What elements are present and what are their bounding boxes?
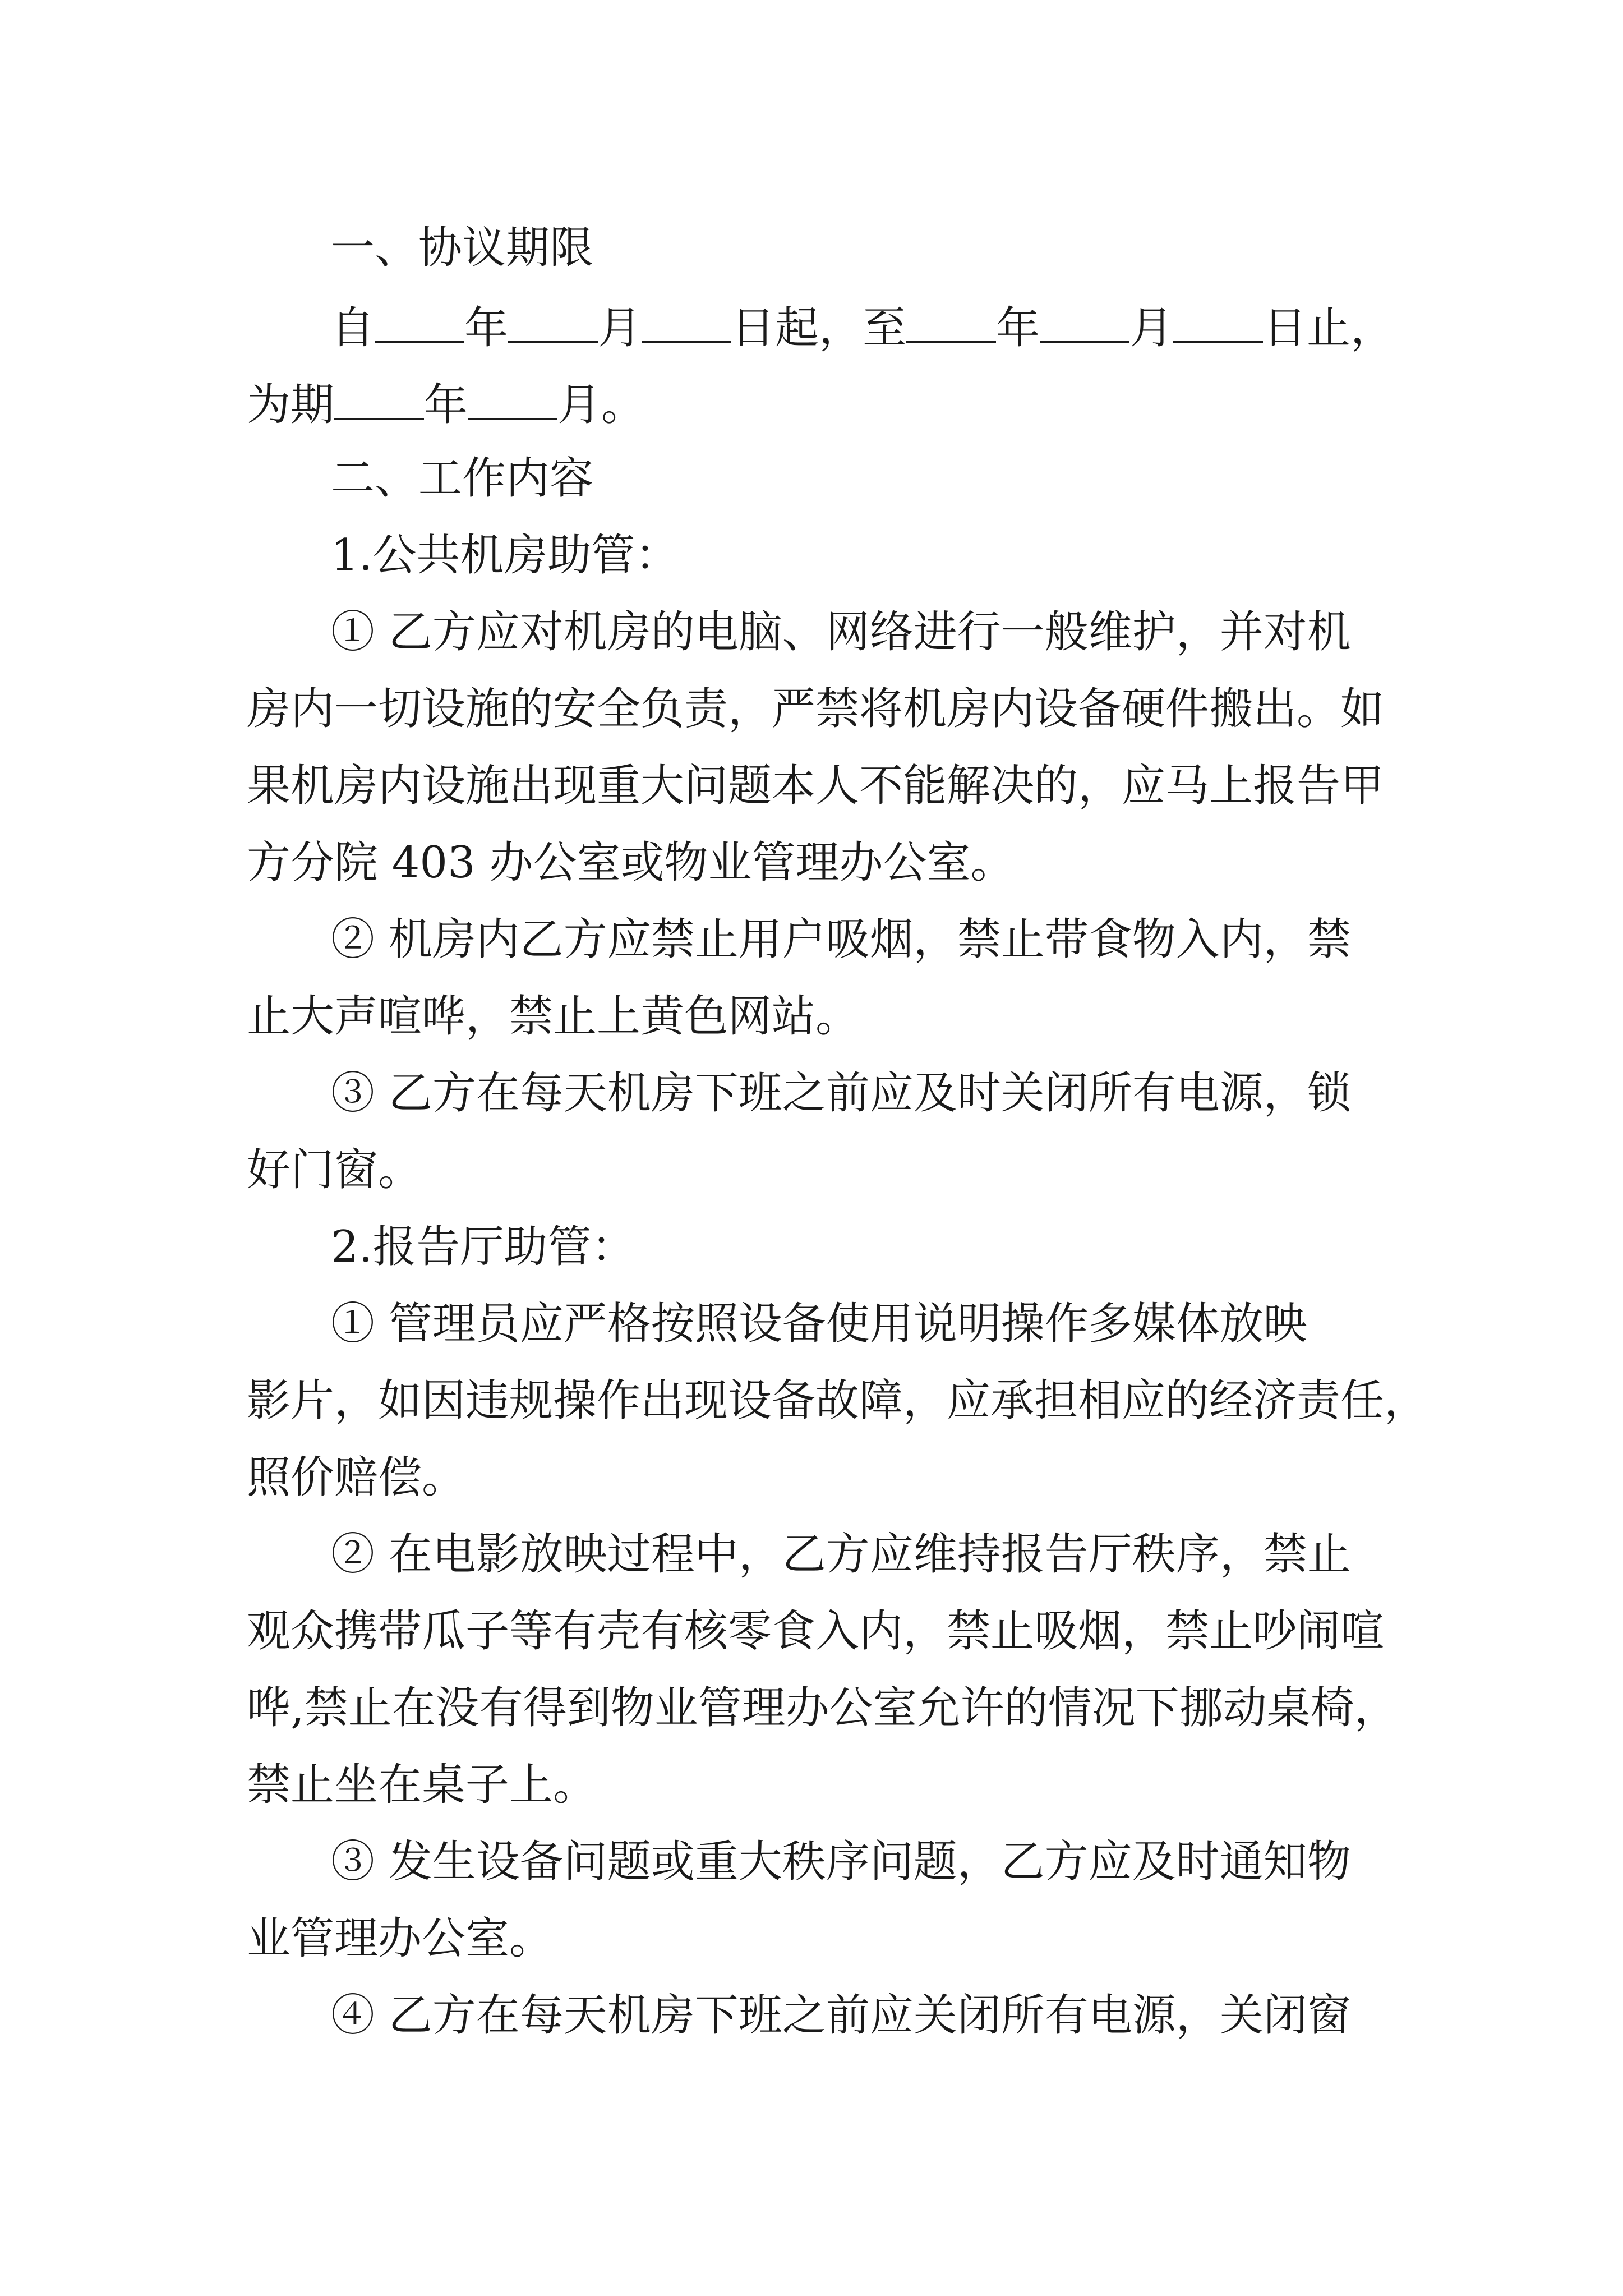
paragraph-line: ① 管理员应严格按照设备使用说明操作多媒体放映 <box>331 1299 1307 1349</box>
paragraph-line: ② 机房内乙方应禁止用户吸烟，禁止带食物入内，禁 <box>331 914 1351 965</box>
text-month-2: 月 <box>1129 303 1174 353</box>
paragraph-line: 好门窗。 <box>247 1145 422 1195</box>
paragraph-line: ② 在电影放映过程中，乙方应维持报告厅秩序，禁止 <box>331 1529 1351 1580</box>
paragraph-line: 果机房内设施出现重大问题本人不能解决的，应马上报告甲 <box>247 761 1385 811</box>
term-line-1 <box>331 303 1395 353</box>
paragraph-line: 影片，如因违规操作出现设备故障，应承担相应的经济责任， <box>247 1375 1428 1426</box>
paragraph-line: 房内一切设施的安全负责，严禁将机房内设备硬件搬出。如 <box>247 684 1385 734</box>
paragraph-line: 止大声喧哗，禁止上黄色网站。 <box>247 991 860 1042</box>
text-month-3: 月。 <box>557 380 645 430</box>
term-line-2 <box>247 380 645 430</box>
paragraph-line: ④ 乙方在每天机房下班之前应关闭所有电源，关闭窗 <box>331 1990 1351 2041</box>
blank-end-year <box>906 303 996 343</box>
text-year-3: 年 <box>424 380 468 430</box>
blank-start-day <box>642 303 731 343</box>
blank-duration-months <box>468 380 557 420</box>
paragraph-line: ③ 发生设备问题或重大秩序问题，乙方应及时通知物 <box>331 1837 1351 1887</box>
paragraph-line: 照价赔偿。 <box>247 1452 466 1503</box>
text-duration: 为期 <box>247 380 335 430</box>
paragraph-line: 禁止坐在桌子上。 <box>247 1760 597 1810</box>
paragraph-line: 观众携带瓜子等有壳有核零食入内，禁止吸烟，禁止吵闹喧 <box>247 1606 1385 1657</box>
subheading-computer-room: 1.公共机房助管： <box>331 530 679 581</box>
section-heading-content: 二、工作内容 <box>331 453 594 504</box>
subheading-lecture-hall: 2.报告厅助管： <box>331 1222 635 1272</box>
paragraph-line: ③ 乙方在每天机房下班之前应及时关闭所有电源，锁 <box>331 1068 1351 1119</box>
paragraph-line: 业管理办公室。 <box>247 1913 554 1964</box>
text-from: 自 <box>331 303 375 353</box>
text-year: 年 <box>464 303 509 353</box>
text-start-to: 日起，至 <box>731 303 907 353</box>
blank-end-month <box>1040 303 1129 343</box>
section-heading-term: 一、协议期限 <box>331 223 594 273</box>
blank-end-day <box>1173 303 1263 343</box>
text-year-2: 年 <box>996 303 1040 353</box>
paragraph-line: 哗,禁止在没有得到物业管理办公室允许的情况下挪动桌椅， <box>247 1683 1398 1733</box>
text-end: 日止， <box>1263 303 1395 353</box>
paragraph-line: ① 乙方应对机房的电脑、网络进行一般维护，并对机 <box>331 607 1351 657</box>
blank-duration-years <box>334 380 424 420</box>
text-month: 月 <box>598 303 642 353</box>
blank-start-year <box>375 303 464 343</box>
paragraph-line: 方分院 403 办公室或物业管理办公室。 <box>247 838 1015 888</box>
blank-start-month <box>508 303 598 343</box>
